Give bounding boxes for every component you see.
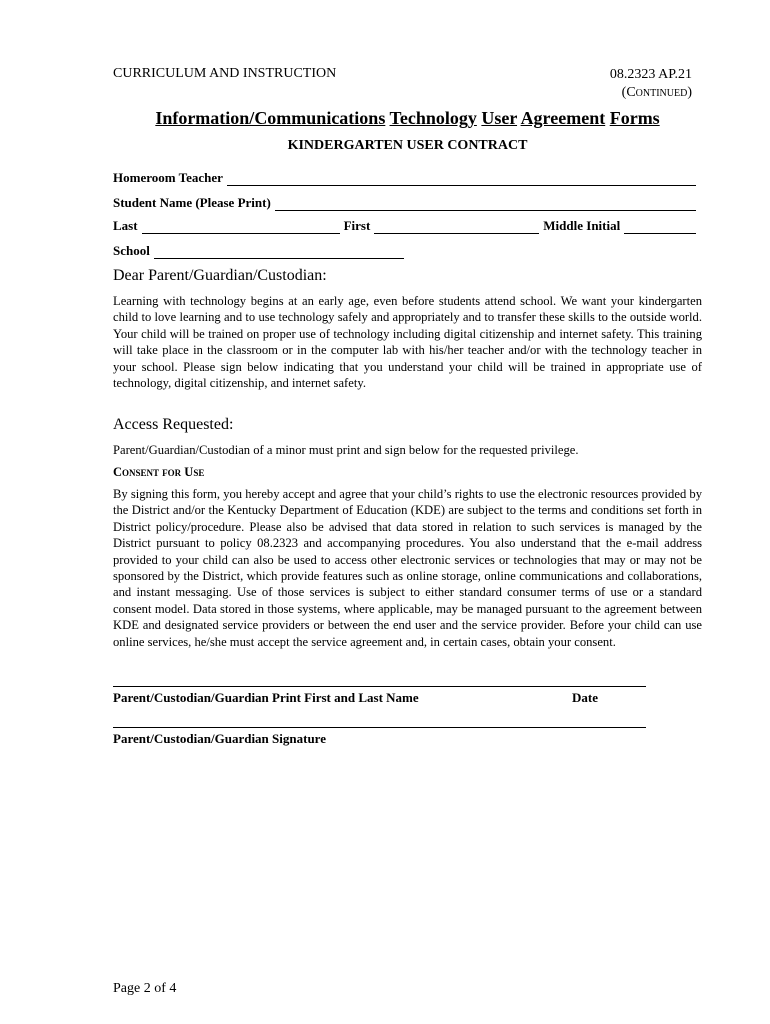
continued-label: (Continued) bbox=[621, 85, 692, 100]
print-name-label: Parent/Custodian/Guardian Print First and Last Name bbox=[113, 690, 419, 705]
student-name-row bbox=[113, 195, 700, 211]
title-word: Technology bbox=[389, 108, 477, 128]
signature-line[interactable] bbox=[113, 727, 646, 728]
consent-paragraph: By signing this form, you hereby accept and agree that your child’s rights to use the electronic resources provided by the District and/or the Kentucky Department of Education (KDE) are subject to the terms and conditions set forth in District policy/procedure. Please also be advised that data stored in relation to such services is managed by the District pursuant to policy 08.2323 and accompanying procedures. You also understand that the e-mail address provided to your child can also be used to access other electronic services or technologies that may or may not be sponsored by the District, which provide features such as online storage, online communications and collaborations, and instant messaging. Use of those services is subject to either standard consumer terms of use or a standard consent model. Data stored in those systems, where applicable, may be managed pursuant to the agreement between KDE and designated service providers or between the end user and the service provider. Before your child can use online services, he/she must accept the service agreement and, in certain cases, obtain your consent. bbox=[113, 487, 702, 649]
intro-paragraph: Learning with technology begins at an early age, even before students attend school. We want your kindergarten child to love learning and to use technology safely and appropriately and to transfer these skills to the outside world. Your child will be trained on proper use of technology including digital citizenship and internet safety. This training will take place in the classroom or in the computer lab with his/her teacher and/or with the technology teacher in your school. Please sign below indicating that you understand your child will be trained in appropriate use of technology, digital citizenship, and internet safety. bbox=[113, 294, 702, 391]
first-label: First bbox=[343, 218, 371, 233]
school-label: School bbox=[113, 243, 150, 258]
consent-heading: Consent for Use bbox=[113, 465, 205, 479]
access-paragraph: Parent/Guardian/Custodian of a minor must print and sign below for the requested privilege. bbox=[113, 443, 579, 457]
student-name-label: Student Name (Please Print) bbox=[113, 195, 271, 210]
school-row bbox=[113, 243, 408, 259]
homeroom-teacher-label: Homeroom Teacher bbox=[113, 170, 223, 185]
page-title bbox=[0, 108, 770, 129]
date-label: Date bbox=[572, 690, 598, 705]
signature-label: Parent/Custodian/Guardian Signature bbox=[113, 731, 326, 746]
middle-initial-label: Middle Initial bbox=[543, 218, 621, 233]
header-policy-code bbox=[610, 66, 692, 102]
policy-code: 08.2323 AP.21 bbox=[609, 67, 692, 82]
title-word: Information/Communications bbox=[155, 108, 386, 128]
school-field[interactable] bbox=[154, 246, 404, 259]
last-label: Last bbox=[113, 218, 138, 233]
student-name-field[interactable] bbox=[275, 198, 696, 211]
first-name-field[interactable] bbox=[374, 221, 539, 234]
title-word: Forms bbox=[609, 108, 660, 128]
print-name-signature-line[interactable] bbox=[113, 686, 646, 687]
access-heading: Access Requested: bbox=[113, 416, 234, 433]
last-name-field[interactable] bbox=[142, 221, 340, 234]
middle-initial-field[interactable] bbox=[624, 221, 696, 234]
title-word: User bbox=[481, 108, 518, 128]
student-name-parts-row bbox=[113, 218, 700, 234]
header-section-name: CURRICULUM AND INSTRUCTION bbox=[113, 66, 337, 81]
contract-subtitle: KINDERGARTEN USER CONTRACT bbox=[287, 138, 528, 153]
page-number: Page 2 of 4 bbox=[113, 981, 177, 996]
title-word: Agreement bbox=[520, 108, 606, 128]
homeroom-teacher-field[interactable] bbox=[227, 173, 696, 186]
homeroom-teacher-row bbox=[113, 170, 700, 186]
greeting: Dear Parent/Guardian/Custodian: bbox=[113, 267, 327, 284]
